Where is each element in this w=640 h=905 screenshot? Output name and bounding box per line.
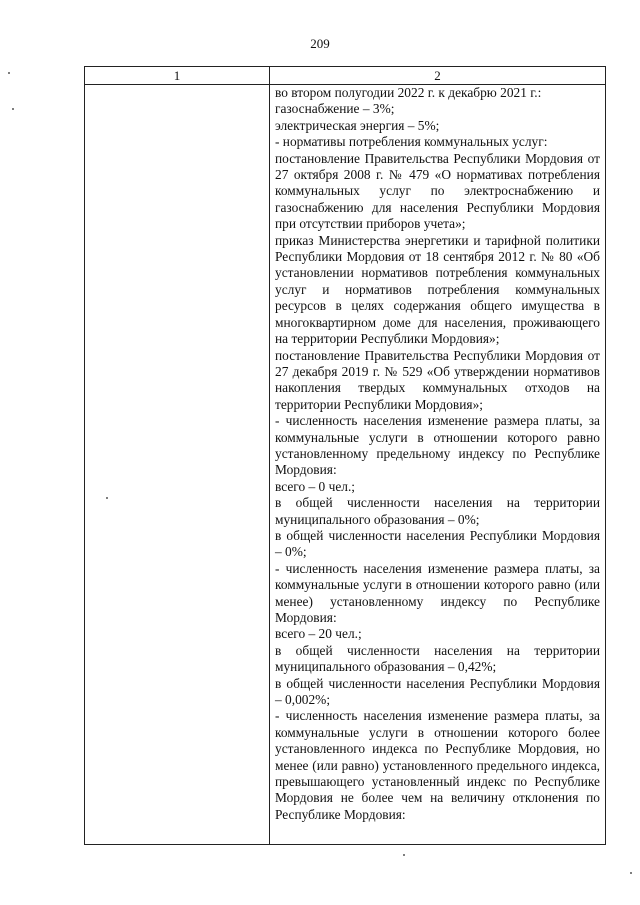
scan-speck (106, 497, 108, 499)
paragraph: всего – 20 чел.; (275, 626, 362, 642)
paragraph: постановление Правительства Республики Мордовия от 27 октября 2008 г. № 479 «О нормативах потребления коммунальных услуг по электроснабжению и газоснабжению для населения Республики Мордовия при отсутствии приборов учета»; (275, 150, 600, 232)
paragraph: в общей численности населения на территории муниципального образования – 0,42%; (275, 642, 600, 675)
paragraph: в общей численности населения Республики Мордовия – 0,002%; (275, 675, 600, 708)
paragraph: - нормативы потребления коммунальных услуг: (275, 134, 548, 150)
column-2-cell (275, 85, 600, 823)
paragraph: - численность населения изменение размера платы, за коммунальные услуги в отношении которого равно установленному предельному индексу по Республике Мордовия: (275, 413, 600, 478)
paragraph: всего – 0 чел.; (275, 478, 356, 494)
paragraph: в общей численности населения на территории муниципального образования – 0%; (275, 495, 600, 527)
column-divider (269, 67, 270, 844)
paragraph: - численность населения изменение размера платы, за коммунальные услуги в отношении которого равно (или менее) установленному индексу по Республике Мордовия: (275, 560, 600, 625)
table-header-row (85, 67, 605, 85)
scan-speck (12, 108, 14, 110)
paragraph: газоснабжение – 3%; (275, 101, 395, 117)
document-table (84, 66, 606, 845)
scan-speck (403, 854, 405, 856)
scan-speck (8, 72, 10, 74)
page-number: 209 (310, 36, 330, 51)
column-header-2: 2 (434, 68, 441, 83)
column-1-cell (85, 85, 269, 844)
paragraph: в общей численности населения Республики Мордовия – 0%; (275, 527, 600, 560)
paragraph: электрическая энергия – 5%; (275, 117, 440, 133)
scan-speck (630, 872, 632, 874)
paragraph: приказ Министерства энергетики и тарифной политики Республики Мордовия от 18 сентября 2012 г. № 80 «Об установлении нормативов потребления коммунальных услуг и нормативов потребления коммунальных ресурсов в целях содержания общего имущества в многоквартирном доме для населения, проживающего на территории Республики Мордовия»; (275, 232, 600, 347)
paragraph: постановление Правительства Республики Мордовия от 27 декабря 2019 г. № 529 «Об утверждении нормативов накопления твердых коммунальных отходов на территории Республики Мордовия»; (275, 347, 600, 412)
column-header-1: 1 (173, 68, 181, 83)
paragraph: во втором полугодии 2022 г. к декабрю 2021 г.: (275, 85, 542, 100)
paragraph: - численность населения изменение размера платы, за коммунальные услуги в отношении которого более установленного индекса по Республике Мордовия, но менее (или равно) установленного предельного индекса, превышающего установленный индекс по Республике Мордовия не более чем на величину отклонения по Республике Мордовия: (275, 708, 600, 822)
